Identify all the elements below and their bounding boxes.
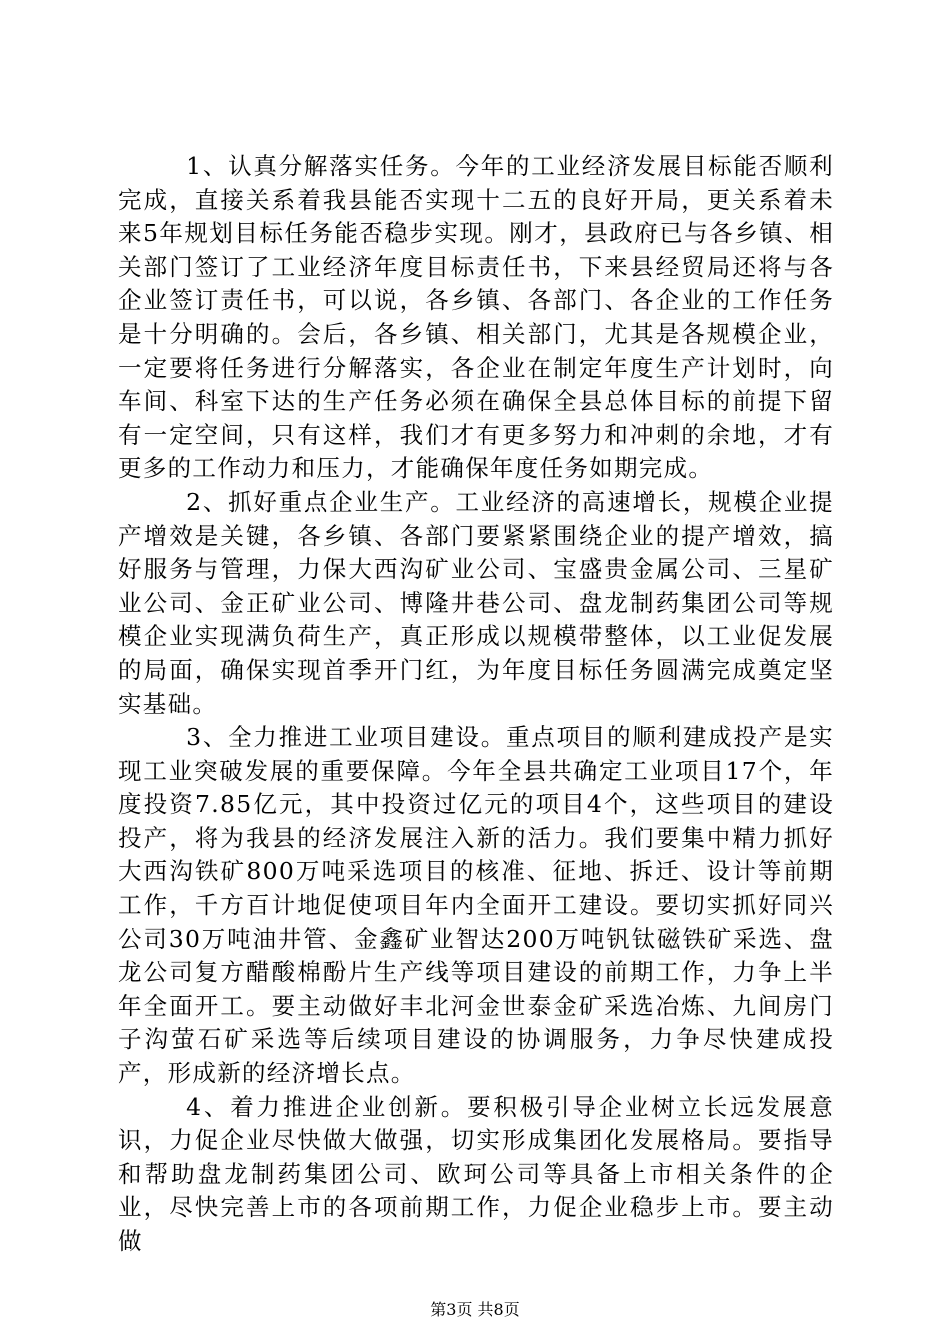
- paragraph-4: 4、着力推进企业创新。要积极引导企业树立长远发展意识，力促企业尽快做大做强，切实形成集团化发展格局。要指导和帮助盘龙制药集团公司、欧珂公司等具备上市相关条件的企业，尽快完善上市的各项前期工作，力促企业稳步上市。要主动做: [118, 1092, 834, 1255]
- page-number-footer: 第3页 共8页: [430, 1300, 520, 1319]
- paragraph-2: 2、抓好重点企业生产。工业经济的高速增长，规模企业提产增效是关键，各乡镇、各部门要紧紧围绕企业的提产增效，搞好服务与管理，力保大西沟矿业公司、宝盛贵金属公司、三星矿业公司、金正矿业公司、博隆井巷公司、盘龙制药集团公司等规模企业实现满负荷生产，真正形成以规模带整体，以工业促发展的局面，确保实现首季开门红，为年度目标任务圆满完成奠定坚实基础。: [118, 487, 834, 718]
- document-body: [118, 150, 834, 1259]
- paragraph-3: 3、全力推进工业项目建设。重点项目的顺利建成投产是实现工业突破发展的重要保障。今年全县共确定工业项目17个，年度投资7.85亿元，其中投资过亿元的项目4个，这些项目的建设投产，将为我县的经济发展注入新的活力。我们要集中精力抓好大西沟铁矿800万吨采选项目的核准、征地、拆迁、设计等前期工作，千方百计地促使项目年内全面开工建设。要切实抓好同兴公司30万吨油井管、金鑫矿业智达200万吨钒钛磁铁矿采选、盘龙公司复方醋酸棉酚片生产线等项目建设的前期工作，力争上半年全面开工。要主动做好丰北河金世泰金矿采选冶炼、九间房门子沟萤石矿采选等后续项目建设的协调服务，力争尽快建成投产，形成新的经济增长点。: [118, 723, 834, 1088]
- paragraph-1: 1、认真分解落实任务。今年的工业经济发展目标能否顺利完成，直接关系着我县能否实现十二五的良好开局，更关系着未来5年规划目标任务能否稳步实现。刚才，县政府已与各乡镇、相关部门签订了工业经济年度目标责任书，下来县经贸局还将与各企业签订责任书，可以说，各乡镇、各部门、各企业的工作任务是十分明确的。会后，各乡镇、相关部门，尤其是各规模企业，一定要将任务进行分解落实，各企业在制定年度生产计划时，向车间、科室下达的生产任务必须在确保全县总体目标的前提下留有一定空间，只有这样，我们才有更多努力和冲刺的余地，才有更多的工作动力和压力，才能确保年度任务如期完成。: [118, 152, 834, 483]
